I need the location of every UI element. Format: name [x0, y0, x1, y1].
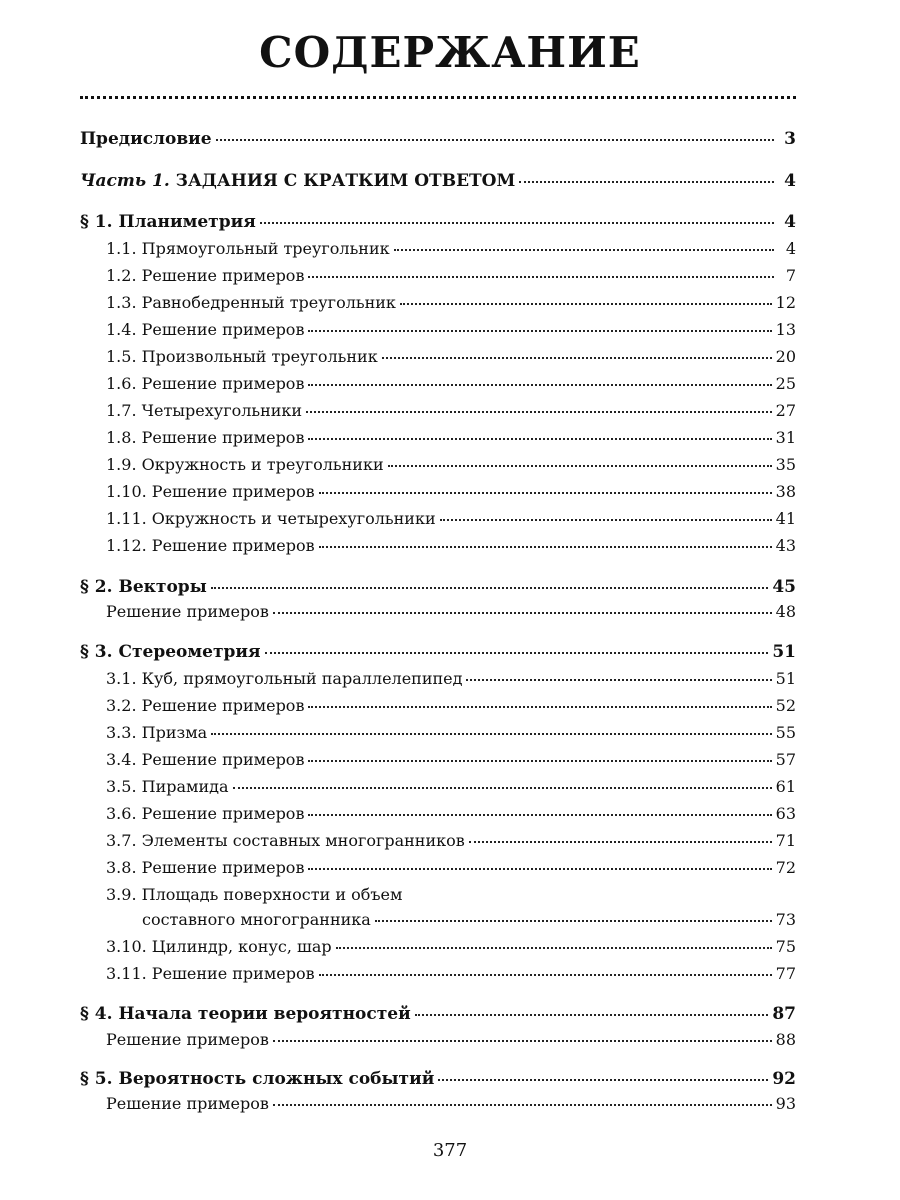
toc-label: 3.11. Решение примеров — [106, 964, 315, 983]
toc-page-number: 61 — [775, 777, 796, 796]
toc-label: 1.2. Решение примеров — [106, 266, 305, 285]
dot-leader — [233, 787, 772, 789]
toc-item[interactable] — [80, 602, 796, 622]
toc-item[interactable] — [80, 509, 796, 529]
toc-page-number: 75 — [775, 937, 796, 956]
dot-leader — [260, 222, 774, 224]
toc-item[interactable] — [80, 723, 796, 743]
toc-label: § 3. Стереометрия — [80, 642, 261, 662]
dot-leader — [265, 652, 769, 654]
dot-leader — [415, 1014, 769, 1016]
toc-item[interactable] — [80, 293, 796, 313]
dot-leader — [394, 249, 774, 251]
dot-leader — [211, 587, 769, 589]
toc-label: 3.8. Решение примеров — [106, 858, 305, 877]
toc-page-number: 4 — [784, 171, 796, 191]
toc-label: 1.11. Окружность и четырехугольники — [106, 509, 436, 528]
toc-label: § 4. Начала теории вероятностей — [80, 1004, 411, 1024]
toc-page-number: 72 — [775, 858, 796, 877]
dotted-divider — [80, 96, 796, 99]
part-number: Часть 1. — [80, 171, 170, 191]
toc-item[interactable] — [80, 239, 796, 259]
toc-label: 1.1. Прямоугольный треугольник — [106, 239, 390, 258]
toc-page-number: 12 — [775, 293, 796, 312]
toc-part-1[interactable] — [80, 171, 796, 191]
toc-item[interactable] — [80, 777, 796, 797]
dot-leader — [469, 841, 772, 843]
dot-leader — [308, 814, 771, 816]
toc-page-number: 63 — [775, 804, 796, 823]
toc-page-number: 4 — [784, 212, 796, 232]
dot-leader — [308, 276, 774, 278]
toc-page-number: 13 — [775, 320, 796, 339]
toc-label: § 5. Вероятность сложных событий — [80, 1069, 435, 1089]
toc-label: Предисловие — [80, 129, 212, 149]
toc-section-5[interactable] — [80, 1069, 796, 1089]
dot-leader — [308, 868, 771, 870]
toc-label: 1.4. Решение примеров — [106, 320, 305, 339]
toc-page-number: 92 — [772, 1069, 796, 1089]
toc-item[interactable] — [80, 428, 796, 448]
toc-item[interactable] — [80, 482, 796, 502]
toc-label: § 1. Планиметрия — [80, 212, 256, 232]
toc-page-number: 45 — [772, 577, 796, 597]
toc-item[interactable] — [80, 536, 796, 556]
toc-page-number: 41 — [775, 509, 796, 528]
toc-page-number: 93 — [775, 1094, 796, 1113]
toc-label: § 2. Векторы — [80, 577, 207, 597]
dot-leader — [466, 679, 771, 681]
toc-item[interactable] — [80, 374, 796, 394]
toc-label: 1.6. Решение примеров — [106, 374, 305, 393]
toc-page-number: 87 — [772, 1004, 796, 1024]
dot-leader — [382, 357, 772, 359]
toc-page-number: 27 — [775, 401, 796, 420]
toc-label: 3.9. Площадь поверхности и объем — [106, 885, 403, 904]
part-title: ЗАДАНИЯ С КРАТКИМ ОТВЕТОМ — [169, 171, 516, 191]
toc-item[interactable] — [80, 937, 796, 957]
toc-page-number: 52 — [775, 696, 796, 715]
toc-label: Решение примеров — [106, 1030, 269, 1049]
toc-item[interactable] — [80, 696, 796, 716]
toc-item[interactable] — [80, 858, 796, 878]
dot-leader — [319, 546, 772, 548]
toc-label: Решение примеров — [106, 602, 269, 621]
toc-label: 3.7. Элементы составных многогранников — [106, 831, 465, 850]
dot-leader — [308, 384, 771, 386]
toc-item[interactable] — [80, 750, 796, 770]
toc-page-number: 57 — [775, 750, 796, 769]
toc-label: 1.9. Окружность и треугольники — [106, 455, 384, 474]
toc-page-number: 25 — [775, 374, 796, 393]
toc-item[interactable] — [80, 401, 796, 421]
toc-page-number: 88 — [775, 1030, 796, 1049]
toc-page-number: 71 — [775, 831, 796, 850]
dot-leader — [216, 139, 774, 141]
dot-leader — [273, 612, 772, 614]
toc-label: 1.7. Четырехугольники — [106, 401, 303, 420]
toc-item[interactable] — [80, 964, 796, 984]
toc-item[interactable] — [80, 1030, 796, 1050]
toc-label: 1.8. Решение примеров — [106, 428, 305, 447]
dot-leader — [336, 947, 772, 949]
dot-leader — [440, 519, 772, 521]
toc-page-number: 77 — [775, 964, 796, 983]
dot-leader — [319, 974, 772, 976]
toc-preface[interactable] — [80, 129, 796, 149]
toc-label: 1.12. Решение примеров — [106, 536, 315, 555]
toc-label: 3.5. Пирамида — [106, 777, 229, 796]
toc-label-continued: составного многогранника — [142, 910, 371, 929]
dot-leader — [308, 330, 771, 332]
toc-item[interactable] — [80, 455, 796, 475]
toc-page-number: 7 — [785, 266, 796, 285]
dot-leader — [400, 303, 772, 305]
toc-page-number: 20 — [775, 347, 796, 366]
dot-leader — [308, 438, 771, 440]
page-number: 377 — [432, 1140, 468, 1161]
toc-label: 3.4. Решение примеров — [106, 750, 305, 769]
toc-page-number: 4 — [785, 239, 796, 258]
dot-leader — [273, 1104, 772, 1106]
dot-leader — [308, 706, 771, 708]
toc-page-number: 43 — [775, 536, 796, 555]
toc-page-number: 31 — [775, 428, 796, 447]
dot-leader — [211, 733, 771, 735]
toc-section-4[interactable] — [80, 1004, 796, 1024]
toc-label: Решение примеров — [106, 1094, 269, 1113]
toc-label — [80, 171, 515, 191]
toc-item-line-1[interactable] — [80, 885, 796, 905]
dot-leader — [438, 1079, 768, 1081]
dot-leader — [306, 411, 772, 413]
toc-page-number: 48 — [775, 602, 796, 621]
toc-item[interactable] — [80, 1094, 796, 1114]
toc-page-number: 38 — [775, 482, 796, 501]
toc-item[interactable] — [80, 669, 796, 689]
toc-item[interactable] — [80, 320, 796, 340]
dot-leader — [519, 181, 774, 183]
toc-page-number: 51 — [772, 642, 796, 662]
toc-item[interactable] — [80, 831, 796, 851]
toc-section-1[interactable] — [80, 212, 796, 232]
page-title: СОДЕРЖАНИЕ — [259, 28, 641, 77]
toc-label: 3.1. Куб, прямоугольный параллелепипед — [106, 669, 463, 688]
toc-label: 3.10. Цилиндр, конус, шар — [106, 937, 332, 956]
toc-section-2[interactable] — [80, 577, 796, 597]
dot-leader — [308, 760, 771, 762]
toc-page-number: 3 — [784, 129, 796, 149]
toc-label: 1.3. Равнобедренный треугольник — [106, 293, 396, 312]
dot-leader — [319, 492, 772, 494]
toc-item[interactable] — [80, 910, 796, 930]
toc-item[interactable] — [80, 266, 796, 286]
dot-leader — [375, 920, 772, 922]
toc-label: 3.6. Решение примеров — [106, 804, 305, 823]
toc-page-number: 51 — [775, 669, 796, 688]
dot-leader — [388, 465, 772, 467]
dot-leader — [273, 1040, 772, 1042]
toc-item[interactable] — [80, 804, 796, 824]
toc-label: 1.5. Произвольный треугольник — [106, 347, 378, 366]
toc-page-number: 35 — [775, 455, 796, 474]
toc-page-number: 55 — [775, 723, 796, 742]
toc-label: 3.2. Решение примеров — [106, 696, 305, 715]
toc-section-3[interactable] — [80, 642, 796, 662]
toc-item[interactable] — [80, 347, 796, 367]
toc-label: 1.10. Решение примеров — [106, 482, 315, 501]
toc-label: 3.3. Призма — [106, 723, 208, 742]
toc-page-number: 73 — [775, 910, 796, 929]
